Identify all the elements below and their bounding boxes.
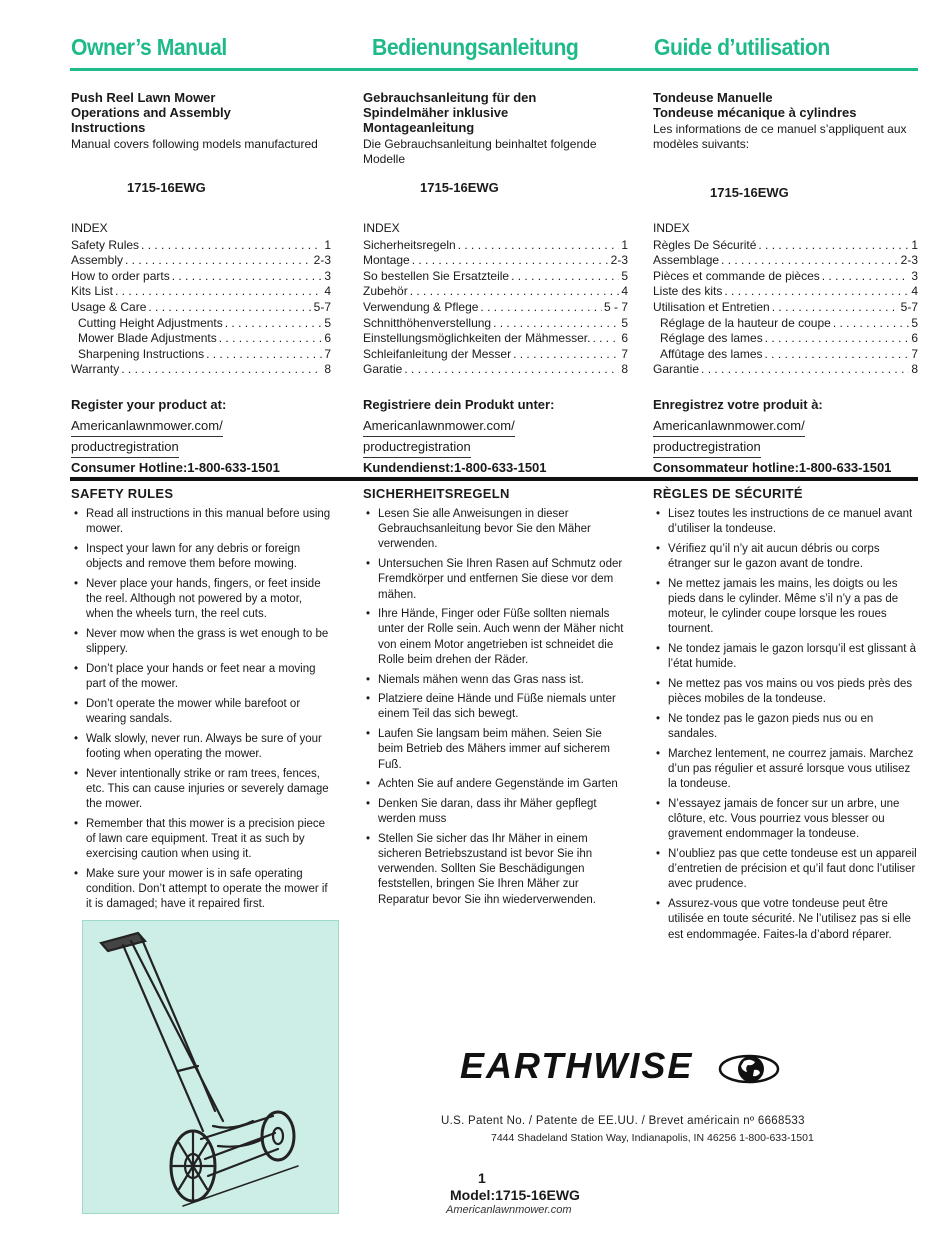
safety-item: • N’oubliez pas que cette tondeuse est un appareil d’entretien de précision et qu’il faut donc l’utiliser avec prudence. (653, 847, 918, 893)
index-label: Sicherheitsregeln (363, 237, 456, 252)
index-row (71, 362, 331, 378)
index-label: Schnitthöhenverstellung (363, 315, 492, 330)
index-label: Verwendung & Pflege (363, 299, 479, 314)
section-divider (70, 477, 918, 481)
model-de: 1715-16EWG (420, 180, 499, 195)
index-row (363, 347, 628, 363)
push-reel-mower-illustration (82, 920, 339, 1214)
index-row (653, 300, 918, 316)
index-label: Liste des kits (653, 284, 723, 299)
index-de (363, 221, 628, 378)
index-leader-dots (115, 284, 322, 300)
index-en (71, 221, 331, 378)
safety-item: • Laufen Sie langsam beim mähen. Seien Sie beim Betrieb des Mähers immer auf sicherem Fuß. (363, 727, 628, 773)
register-en (71, 397, 331, 475)
index-leader-dots (458, 238, 620, 254)
index-row (71, 300, 331, 316)
title-de: Bedienungsanleitung (372, 34, 579, 60)
safety-list (653, 507, 918, 943)
index-row (363, 238, 628, 254)
index-label: Assembly (71, 253, 124, 268)
index-page: 5-7 (900, 299, 918, 314)
safety-item: • Ne mettez jamais les mains, les doigts ou les pieds dans le cylinder. Même s’il n’y a pas de moteur, le cylinder coupe lorsque les roues tournent. (653, 577, 918, 638)
index-title: INDEX (71, 221, 108, 235)
index-page: 3 (911, 268, 918, 283)
index-row (363, 269, 628, 285)
index-leader-dots (833, 316, 910, 332)
safety-item: • N’essayez jamais de foncer sur un arbre, une clôture, etc. Vous pourriez vous blesser ou gravement endommager la tondeuse. (653, 797, 918, 843)
index-row (653, 238, 918, 254)
register-title: Registriere dein Produkt unter: (363, 397, 555, 412)
index-leader-dots (206, 347, 322, 363)
index-leader-dots (822, 269, 910, 285)
safety-item: • Ne mettez pas vos mains ou vos pieds près des pièces mobiles de la tondeuse. (653, 677, 918, 707)
index-leader-dots (121, 362, 322, 378)
index-page: 3 (324, 268, 331, 283)
safety-item: • Inspect your lawn for any debris or foreign objects and remove them before mowing. (71, 542, 331, 572)
index-page: 5-7 (313, 299, 331, 314)
index-label: Affûtage des lames (660, 346, 763, 361)
safety-item: • Ne tondez pas le gazon pieds nus ou en sandales. (653, 712, 918, 742)
safety-item: • Achten Sie auf andere Gegenstände im Garten (363, 777, 628, 792)
safety-item: • Never place your hands, fingers, or feet inside the reel. Although not powered by a motor, when the wheels turn, the reel cuts. (71, 577, 331, 623)
model-fr: 1715-16EWG (710, 185, 789, 200)
index-page: 5 (324, 315, 331, 330)
index-leader-dots (513, 347, 619, 363)
covers-fr: Les informations de ce manuel s’appliquent aux modèles suivants: (653, 122, 907, 151)
safety-item: • Read all instructions in this manual before using mower. (71, 507, 331, 537)
index-page: 5 - 7 (603, 299, 628, 314)
index-row (71, 253, 331, 269)
hotline: Consumer Hotline:1-800-633-1501 (71, 460, 280, 475)
earthwise-logo: EARTHWISE (460, 1045, 694, 1086)
safety-item: • Ne tondez jamais le gazon lorsqu’il est glissant à l’état humide. (653, 642, 918, 672)
index-row (363, 362, 628, 378)
index-leader-dots (765, 347, 910, 363)
index-leader-dots (410, 284, 620, 300)
index-label: Assemblage (653, 253, 720, 268)
index-page: 2-3 (313, 253, 331, 268)
index-row (653, 331, 918, 347)
index-page: 7 (911, 346, 918, 361)
index-leader-dots (172, 269, 323, 285)
product-title-en: Push Reel Lawn Mower Operations and Assembly Instructions (71, 90, 231, 135)
index-leader-dots (765, 331, 910, 347)
hotline: Kundendienst:1-800-633-1501 (363, 460, 547, 475)
index-leader-dots (592, 331, 619, 347)
index-label: How to order parts (71, 268, 170, 283)
model-en: 1715-16EWG (127, 180, 206, 195)
index-page: 4 (621, 284, 628, 299)
index-page: 2-3 (900, 253, 918, 268)
index-label: Règles De Sécurité (653, 237, 757, 252)
index-label: Warranty (71, 362, 120, 377)
index-row (363, 316, 628, 332)
index-title: INDEX (363, 221, 400, 235)
index-label: Réglage des lames (660, 331, 763, 346)
safety-fr (653, 486, 918, 947)
index-page: 6 (324, 331, 331, 346)
safety-item: • Don’t place your hands or feet near a moving part of the mower. (71, 662, 331, 692)
index-label: Kits List (71, 284, 114, 299)
index-leader-dots (412, 253, 609, 269)
safety-item: • Platziere deine Hände und Füße niemals unter einem Teil das sich bewegt. (363, 692, 628, 722)
index-label: Garatie (363, 362, 403, 377)
safety-item: • Remember that this mower is a precision piece of lawn care equipment. Treat it as such by exercising caution when using it. (71, 817, 331, 863)
safety-item: • Never mow when the grass is wet enough to be slippery. (71, 627, 331, 657)
safety-item: • Denken Sie daran, dass ihr Mäher gepflegt werden muss (363, 797, 628, 827)
safety-list (363, 507, 628, 908)
index-page: 5 (911, 315, 918, 330)
index-fr (653, 221, 918, 378)
register-fr (653, 397, 918, 475)
index-leader-dots (125, 253, 312, 269)
index-leader-dots (772, 300, 899, 316)
index-label: Sharpening Instructions (78, 346, 205, 361)
patent-line: U.S. Patent No. / Patente de EE.UU. / Brevet américain nº 6668533 (441, 1115, 805, 1127)
register-link[interactable]: Americanlawnmower.com/ (653, 416, 805, 437)
index-leader-dots (225, 316, 323, 332)
index-row (653, 284, 918, 300)
index-page: 6 (621, 331, 628, 346)
index-label: Montage (363, 253, 410, 268)
index-row (71, 284, 331, 300)
index-page: 8 (911, 362, 918, 377)
index-leader-dots (493, 316, 619, 332)
index-page: 5 (621, 315, 628, 330)
safety-item: • Never intentionally strike or ram trees, fences, etc. This can cause injuries or severely damage the mower. (71, 767, 331, 813)
index-leader-dots (758, 238, 909, 254)
index-row (653, 253, 918, 269)
index-label: Safety Rules (71, 237, 140, 252)
safety-item: • Walk slowly, never run. Always be sure of your footing when operating the mower. (71, 732, 331, 762)
safety-item: • Don’t operate the mower while barefoot or wearing sandals. (71, 697, 331, 727)
register-link[interactable]: productregistration (71, 437, 179, 458)
register-de (363, 397, 628, 475)
index-leader-dots (141, 238, 322, 254)
index-row (653, 347, 918, 363)
safety-en (71, 486, 331, 917)
safety-item: • Niemals mähen wenn das Gras nass ist. (363, 673, 628, 688)
index-label: Pièces et commande de pièces (653, 268, 820, 283)
index-row (71, 347, 331, 363)
intro-fr (653, 90, 918, 152)
index-row (71, 331, 331, 347)
safety-item: • Lesen Sie alle Anweisungen in dieser Gebrauchsanleitung bevor Sie den Mäher verwenden. (363, 507, 628, 553)
register-title: Enregistrez votre produit à: (653, 397, 823, 412)
index-label: So bestellen Sie Ersatzteile (363, 268, 510, 283)
index-page: 4 (911, 284, 918, 299)
safety-item: • Ihre Hände, Finger oder Füße sollten niemals unter der Rolle sein. Auch wenn der Mäher nicht von einem Motor angetrieben ist schneidet die Rolle beim drehen der Räder. (363, 607, 628, 668)
page-number: 1 (478, 1170, 486, 1186)
index-label: Einstellungsmöglichkeiten der Mähmesser. (363, 331, 591, 346)
index-page: 7 (621, 346, 628, 361)
product-title-fr: Tondeuse Manuelle Tondeuse mécanique à cylindres (653, 90, 857, 120)
index-row (71, 238, 331, 254)
index-row (363, 284, 628, 300)
safety-de (363, 486, 628, 912)
index-leader-dots (219, 331, 323, 347)
safety-item: • Untersuchen Sie Ihren Rasen auf Schmutz oder Fremdkörper und entfernen Sie diese vor dem mähen. (363, 557, 628, 603)
safety-item: • Make sure your mower is in safe operating condition. Don’t attempt to operate the mower if it is damaged; have it repaired first. (71, 867, 331, 913)
index-label: Utilisation et Entretien (653, 299, 770, 314)
title-en: Owner’s Manual (71, 34, 227, 60)
index-page: 1 (621, 237, 628, 252)
register-link[interactable]: Americanlawnmower.com/ (71, 416, 223, 437)
index-leader-dots (701, 362, 909, 378)
index-label: Zubehör (363, 284, 408, 299)
index-page: 8 (324, 362, 331, 377)
covers-en: Manual covers following models manufactured (71, 137, 318, 151)
register-link[interactable]: productregistration (653, 437, 761, 458)
index-row (363, 253, 628, 269)
index-row (71, 316, 331, 332)
index-page: 7 (324, 346, 331, 361)
footer-site: Americanlawnmower.com (446, 1204, 572, 1216)
index-leader-dots (404, 362, 619, 378)
index-leader-dots (721, 253, 899, 269)
index-label: Cutting Height Adjustments (78, 315, 223, 330)
index-page: 1 (911, 237, 918, 252)
index-label: Mower Blade Adjustments (78, 331, 217, 346)
register-link[interactable]: productregistration (363, 437, 471, 458)
index-label: Usage & Care (71, 299, 147, 314)
index-title: INDEX (653, 221, 690, 235)
index-page: 2-3 (610, 253, 628, 268)
covers-de: Die Gebrauchsanleitung beinhaltet folgende Modelle (363, 137, 597, 166)
index-label: Réglage de la hauteur de coupe (660, 315, 831, 330)
safety-item: • Assurez-vous que votre tondeuse peut être utilisée en toute sécurité. Ne l’utilisez pas si elle est endommagée. Faites-la d’abord réparer. (653, 897, 918, 943)
earth-globe-icon (718, 1052, 780, 1091)
safety-item: • Marchez lentement, ne courrez jamais. Marchez d’un pas régulier et assuré lorsque vous utilisez la tondeuse. (653, 747, 918, 793)
index-page: 6 (911, 331, 918, 346)
safety-item: • Vérifiez qu’il n’y ait aucun débris ou corps étranger sur le gazon avant de tondre. (653, 542, 918, 572)
index-row (71, 269, 331, 285)
index-row (363, 331, 628, 347)
register-title: Register your product at: (71, 397, 227, 412)
intro-de (363, 90, 628, 167)
safety-item: • Stellen Sie sicher das Ihr Mäher in einem sicheren Betriebszustand ist bevor Sie ihn verwenden. Sollten Sie Beschädigungen feststellen, bringen Sie Ihren Mäher zur Reparatur bevor Sie ihn wiederverwenden. (363, 832, 628, 908)
index-leader-dots (724, 284, 909, 300)
index-label: Schleifanleitung der Messer (363, 346, 512, 361)
product-title-de: Gebrauchsanleitung für den Spindelmäher inklusive Montageanleitung (363, 90, 537, 135)
address-line: 7444 Shadeland Station Way, Indianapolis, IN 46256 1-800-633-1501 (491, 1132, 814, 1144)
index-page: 8 (621, 362, 628, 377)
index-page: 5 (621, 268, 628, 283)
safety-title: SICHERHEITSREGELN (363, 486, 510, 501)
index-row (653, 316, 918, 332)
safety-list (71, 507, 331, 912)
index-page: 4 (324, 284, 331, 299)
safety-title: SAFETY RULES (71, 486, 174, 501)
index-leader-dots (148, 300, 311, 316)
index-row (363, 300, 628, 316)
footer-model: Model:1715-16EWG (450, 1187, 580, 1203)
index-leader-dots (480, 300, 602, 316)
index-label: Garantie (653, 362, 700, 377)
index-leader-dots (511, 269, 619, 285)
hotline: Consommateur hotline:1-800-633-1501 (653, 460, 892, 475)
index-row (653, 269, 918, 285)
safety-title: RÈGLES DE SÉCURITÉ (653, 486, 803, 501)
index-page: 1 (324, 237, 331, 252)
header-divider (70, 68, 918, 71)
title-fr: Guide d’utilisation (654, 34, 830, 60)
intro-en (71, 90, 331, 152)
register-link[interactable]: Americanlawnmower.com/ (363, 416, 515, 437)
safety-item: • Lisez toutes les instructions de ce manuel avant d’utiliser la tondeuse. (653, 507, 918, 537)
index-row (653, 362, 918, 378)
